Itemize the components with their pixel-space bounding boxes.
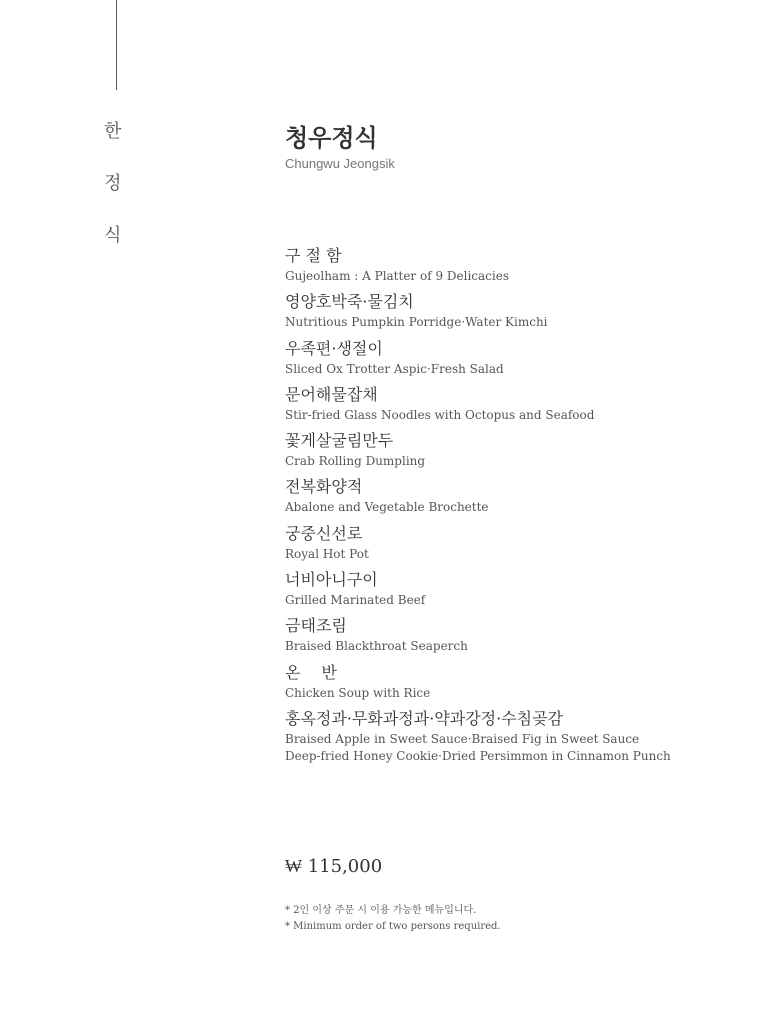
course-name-ko: 금태조림 — [285, 616, 347, 636]
course-name-ko: 구 절 함 — [285, 246, 342, 265]
course-item — [285, 244, 755, 290]
side-title-char: 정 — [104, 173, 122, 194]
course-name-en: Sliced Ox Trotter Aspic·Fresh Salad — [285, 361, 504, 376]
course-name-en: Chicken Soup with Rice — [285, 685, 431, 700]
course-name-ko: 꽃게살굴림만두 — [285, 431, 394, 451]
course-item — [285, 383, 755, 429]
course-item — [285, 614, 755, 660]
menu-subtitle: Chungwu Jeongsik — [285, 156, 395, 171]
menu-price: ₩ 115,000 — [285, 856, 383, 877]
course-name-en: Crab Rolling Dumpling — [285, 454, 426, 469]
side-category-title — [104, 118, 132, 274]
course-item — [285, 429, 755, 475]
course-item — [285, 661, 755, 707]
course-name-ko: 전복화양적 — [285, 477, 363, 497]
course-name-en: Nutritious Pumpkin Porridge·Water Kimchi — [285, 315, 548, 330]
course-item — [285, 568, 755, 614]
course-name-ko: 영양호박죽·물김치 — [285, 292, 414, 312]
course-name-en: Braised Apple in Sweet Sauce·Braised Fig in Sweet Sauce — [285, 731, 640, 746]
course-name-en: Grilled Marinated Beef — [285, 593, 426, 608]
course-name-ko: 문어해물잡채 — [285, 384, 378, 404]
course-name-ko: 온 반 — [285, 662, 337, 682]
side-title-char: 식 — [104, 225, 122, 246]
note-ko: * 2인 이상 주문 시 이용 가능한 메뉴입니다. — [285, 905, 477, 916]
course-item — [285, 522, 755, 568]
course-name-en: Abalone and Vegetable Brochette — [285, 500, 489, 515]
course-name-en: Gujeolham : A Platter of 9 Delicacies — [285, 269, 509, 283]
course-name-en: Braised Blackthroat Seaperch — [285, 639, 468, 654]
course-name-en-line2: Deep-fried Honey Cookie·Dried Persimmon in Cinnamon Punch — [285, 748, 671, 763]
course-name-en: Royal Hot Pot — [285, 546, 369, 561]
course-item — [285, 707, 755, 763]
note-en: * Minimum order of two persons required. — [285, 921, 501, 932]
course-name-ko: 우족편·생절이 — [285, 338, 383, 358]
side-title-char: 한 — [104, 121, 122, 142]
course-name-ko: 궁중신선로 — [285, 523, 363, 543]
course-item — [285, 290, 755, 336]
menu-header — [285, 122, 745, 172]
decorative-vertical-line — [116, 0, 117, 90]
course-name-en: Stir-fried Glass Noodles with Octopus and Seafood — [285, 407, 595, 422]
menu-title: 청우정식 — [285, 123, 378, 152]
course-name-ko: 너비아니구이 — [285, 570, 378, 590]
course-item — [285, 337, 755, 383]
course-item — [285, 475, 755, 521]
course-name-ko: 홍옥정과·무화과정과·약과강정·수침곶감 — [285, 708, 564, 728]
menu-notes — [285, 903, 501, 935]
course-list — [285, 244, 755, 763]
